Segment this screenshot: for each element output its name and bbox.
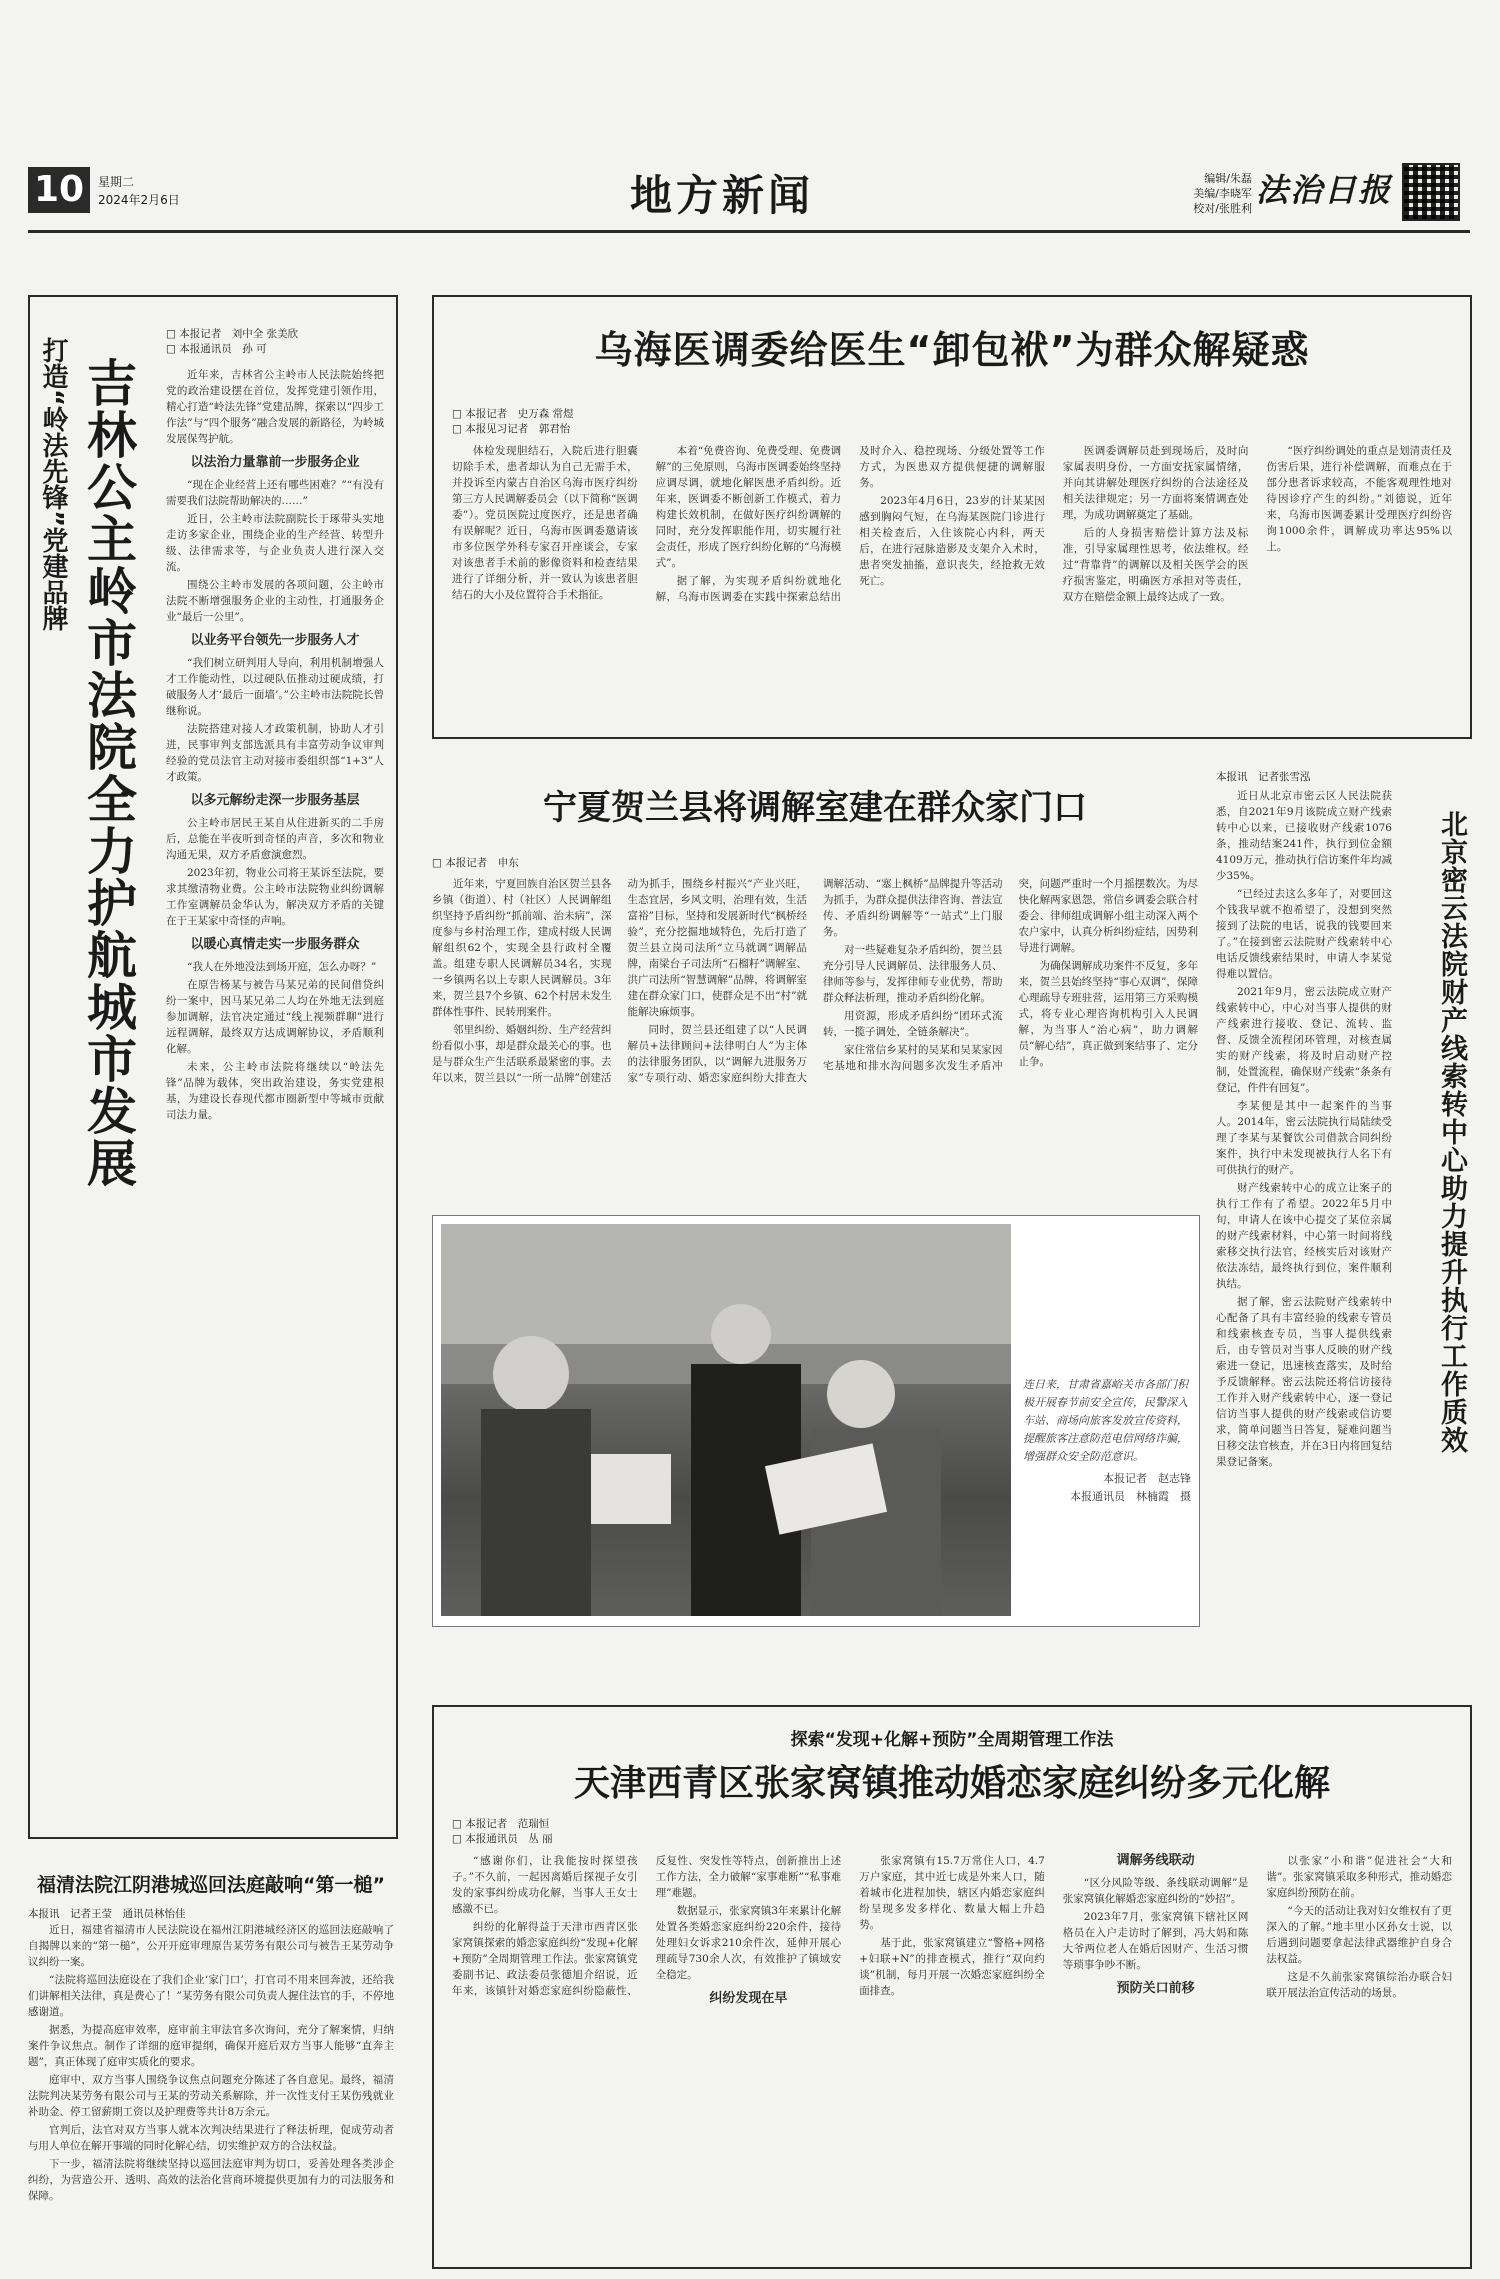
article-ningxia [432,770,1198,1200]
section-heading: 纠纷发现在早 [709,1991,788,2006]
article-jilin-body: 近年来，吉林省公主岭市人民法院始终把党的政治建设摆在首位，发挥党建引领作用，精心打造“岭法先锋”党建品牌，探索以“四步工作法”与“四个服务”融合发展的新路径，为岭城发展保驾护航。 以法治力量靠前一步服务企业 “现在企业经营上还有哪些困难？”“有没有需要我们法院帮助解决的……” 近日，公主岭市法院副院长于琢带头实地走访多家企业，围绕企业的生产经营、转型升级、法律需求等，与企业负责人进行深入交流。 围绕公主岭市发展的各项问题，公主岭市法院不断增强服务企业的主动性，打通服务企业“最后一公里”。 以业务平台领先一步服务人才 “我们树立研判用人导向，利用机制增强人才工作能动性，以过硬队伍推动过硬成绩，打破服务人才‘最后一面墙’。”公主岭市法院院长曾继称说。 法院搭建对接人才政策机制，协助人才引进，民事审判支部选派具有丰富劳动争议审判经验的党员法官主动对接市委组织部“1+3”人才政策。 以多元解纷走深一步服务基层 公主岭市居民王某自从住进新买的二手房后，总能在半夜听到奇怪的声音，多次和物业沟通无果，双方矛盾愈演愈烈。 2023年初，物业公司将王某诉至法院，要求其缴清物业费。公主岭市法院物业纠纷调解工作室调解员金华认为，解决双方矛盾的关键在于王某家中奇怪的声响。 以暖心真情走实一步服务群众 “我人在外地没法到场开庭，怎么办呀？” 在原告杨某与被告马某兄弟的民间借贷纠纷一案中，因马某兄弟二人均在外地无法到庭参加调解，法官决定通过“线上视频群聊”进行远程调解，最终双方达成调解协议，矛盾顺利化解。 未来，公主岭市法院将继续以“岭法先锋”品牌为载体，突出政治建设，务实党建根基，为建设长春现代都市圈新型中等城市贡献司法力量。 [166,369,384,1121]
article-fuqing-byline: 本报讯 记者王莹 通讯员林怡佳 [28,1908,186,1920]
section-heading: 以业务平台领先一步服务人才 [190,633,360,648]
article-tianjin-body: “感谢你们，让我能按时探望孩子。”不久前，一起因离婚后探视子女引发的家事纠纷成功化解，当事人王女士感激不已。 纠纷的化解得益于天津市西青区张家窝镇探索的婚恋家庭纠纷“发现+化解+预防”全周期管理工作法。张家窝镇党委副书记、政法委员张德旭介绍说，近年来，该镇针对婚恋家庭纠纷隐蔽性、反复性、突发性等特点，创新推出上述工作方法，全力破解“家事难断”“私事难理”难题。 数据显示，张家窝镇3年来累计化解处置各类婚恋家庭纠纷220余件，接待处理妇女诉求210余件次，延伸开展心理疏导730余人次，有效推护了镇域安全稳定。 纠纷发现在早 张家窝镇有15.7万常住人口，4.7万户家庭，其中近七成是外来人口，随着城市化进程加快，辖区内婚恋家庭纠纷呈现多发多样化、数量大幅上升趋势。 基于此，张家窝镇建立“警格+网格+妇联+N”的排查模式，推行“双向约谈”机制，每月开展一次婚恋家庭纠纷全面排查。 调解务线联动 “区分风险等级、条线联动调解”是张家窝镇化解婚恋家庭纠纷的“妙招”。 2023年7月，张家窝镇下辖社区网格员在入户走访时了解到，冯大妈和陈大爷两位老人在婚后因财产、生活习惯等琐事争吵不断。 预防关口前移 以张家“小和谐”促进社会“大和谐”。张家窝镇采取多种形式，推动婚恋家庭纠纷预防在前。 “今天的活动让我对妇女维权有了更深入的了解。”地丰里小区孙女士说，以后遇到问题要拿起法律武器维护自身合法权益。 这是不久前张家窝镇综治办联合妇联开展法治宣传活动的场景。 [452,1853,1452,2006]
photo-credit: 本报记者 赵志锋 本报通讯员 林楠霞 摄 [1070,1472,1191,1503]
editor-credits [1160,171,1252,216]
article-jilin-title: 吉林公主岭市法院全力护航城市发展 [79,357,137,1189]
article-ningxia-title: 宁夏贺兰县将调解室建在群众家门口 [543,788,1087,828]
article-wuhai [432,295,1472,739]
article-jilin-subtitle: 打造“岭法先锋”党建品牌 [38,337,68,632]
photo-caption-text: 连日来，甘肃省嘉峪关市各部门积极开展春节前安全宣传，民警深入车站、商场向旅客发放宣传资料，提醒旅客注意防范电信网络诈骗，增强群众安全防范意识。 [1023,1378,1188,1463]
qr-code[interactable] [1402,163,1460,221]
article-miyun [1216,770,1468,1670]
paper-name: 法治日报 [1256,171,1393,209]
credit-proofreader: 校对/张胜利 [1193,202,1252,215]
section-title: 地方新闻 [630,171,815,220]
article-ningxia-byline: □ 本报记者 申东 [432,857,519,869]
article-jilin [28,295,398,1839]
page-number: 10 [28,167,90,213]
article-fuqing-title: 福清法院江阴港城巡回法庭敲响“第一槌” [37,1874,385,1896]
section-heading: 预防关口前移 [1116,1981,1195,1996]
section-heading: 调解务线联动 [1116,1853,1195,1868]
article-jilin-byline: □ 本报记者 刘中全 张美欣 □ 本报通讯员 孙 可 [166,328,299,355]
article-jilin-intro: 近年来，吉林省公主岭市人民法院始终把党的政治建设摆在首位，发挥党建引领作用，精心打造“岭法先锋”党建品牌，探索以“四步工作法”与“四个服务”融合发展的新路径，为岭城发展保驾护航。 [166,369,384,445]
credit-editor: 编辑/朱磊 [1204,172,1252,185]
section-heading: 以多元解纷走深一步服务基层 [190,793,360,808]
section-heading: 以法治力量靠前一步服务企业 [190,455,360,470]
photo-caption [1023,1376,1191,1506]
credit-designer: 美编/李晓军 [1193,187,1252,200]
issue-date: 2024年2月6日 [98,193,180,207]
article-ningxia-body: 近年来，宁夏回族自治区贺兰县各乡镇（街道）、村（社区）人民调解组织坚持予盾纠纷“抓前端、治未病”，深度参与乡村治理工作，建成村级人民调解组织62个，实现全县行政村全覆盖。组建专职人民调解员34名，实现一乡镇两名以上专职人民调解员。3年来，贺兰县7个乡镇、62个村居未发生群体性事件、民转刑案件。 邻里纠纷、婚姻纠纷、生产经营纠纷看似小事，却是群众最关心的事。也是与群众生产生活联系最紧密的事。去年以来，贺兰县以“一所一品牌”创建活动为抓手，围绕乡村振兴“产业兴旺，生态宜居，乡风文明，治理有效，生活富裕”目标，坚持和发展新时代“枫桥经验”，充分挖掘地域特色，先后打造了贺兰县立岗司法所“立马就调”调解品牌，南梁台子司法所“石榴籽”调解室、洪广司法所“智慧调解”品牌，将调解室建在群众家门口，使群众足不出“村”就能解决麻烦事。 同时，贺兰县还组建了以“人民调解员+法律顾问+法律明白人”为主体的法律服务团队，以“调解九进服务万家”专项行动、婚恋家庭纠纷大排查大调解活动、“塞上枫桥”品牌提升等活动为抓手，为群众提供法律咨询、普法宣传、矛盾纠纷调解等“一站式”上门服务。 对一些疑难复杂矛盾纠纷，贺兰县充分引导人民调解员、法律服务人员、律师等参与，发挥律师专业优势，帮助群众释法析理，推动矛盾纠纷化解。 用资源，形成矛盾纠纷“团环式流转，一揽子调处，全链条解决”。 家住常信乡某村的吴某和吴某家因宅基地和排水沟问题多次发生矛盾冲突，问题严重时一个月摇摆数次。为尽快化解两家恩怨，常信乡调委会联合村委会、律师组成调解小组主动深入两个农户家中，认真分析纠纷症结，因势利导进行调解。 为确保调解成功案件不反复，多年来，贺兰县始终坚持“事心双调”，保障心理疏导专班驻营，运用第三方采购模式，将专业心理咨询机构引入人民调解，为当事人“治心病”，助力调解员“解心结”，真正做到案结事了、定分止争。 [432,878,1198,1084]
article-wuhai-byline: □ 本报记者 史万森 常煜 □ 本报见习记者 郭君怡 [452,408,574,435]
article-wuhai-body: 体检发现胆结石，入院后进行胆囊切除手术，患者却认为自己无需手术，并投诉至内蒙古自治区乌海市医疗纠纷第三方人民调解委员会（以下简称“医调委”）。党员医院过度医疗，还是患者确有误解呢？近日，乌海市医调委邀请该市多位医学外科专家召开座谈会，专家对该患者手术前的影像资料和检查结果进行了详细分析，并一致认为该患者胆结石的大小及位置符合手术指征。 本着“免费咨询、免费受理、免费调解”的三免原则，乌海市医调委始终坚持应调尽调，就地化解医患矛盾纠纷。近年来，医调委不断创新工作模式，着力构建长效机制，在做好医疗纠纷调解的同时，充分发挥职能作用，切实履行社会责任，形成了医疗纠纷化解的“乌海模式”。 据了解，为实现矛盾纠纷就地化解，乌海市医调委在实践中探索总结出及时介入、稳控现场、分级处置等工作方式，为医患双方提供便捷的调解服务。 2023年4月6日，23岁的计某某因感到胸闷气短，在乌海某医院门诊进行相关检查后，入住该院心内科，两天后，在进行冠脉造影及支架介入术时，患者突发抽搐，意识丧失，经抢救无效死亡。 医调委调解员赴到现场后，及时向家属表明身份，一方面安抚家属情绪，并向其讲解处理医疗纠纷的合法途径及相关法律规定；另一方面将案情调查处理，为成功调解奠定了基础。 后的人身损害赔偿计算方法及标准，引导家属理性思考，依法维权。经过“背靠背”的调解以及相关医学会的医疗损害鉴定，明确医方承担对等责任，双方在赔偿金额上最终达成了一致。 “医疗纠纷调处的重点是划清责任及伤害后果，进行补偿调解，而难点在于部分患者诉求较高，不能客观理性地对待因诊疗产生的纠纷。”刘德说，近年来，乌海市医调委累计受理医疗纠纷咨询1000余件，调解成功率达95%以上。 [452,445,1452,603]
article-tianjin [432,1705,1472,2269]
weekday: 星期二 [98,175,135,189]
news-photo [432,1215,1200,1627]
photo-scene [441,1224,1011,1616]
page-header [0,155,1500,225]
article-tianjin-byline: □ 本报记者 范瑞恒 □ 本报通讯员 丛 丽 [452,1818,553,1845]
photo-image [441,1224,1011,1616]
article-tianjin-subtitle: 探索“发现+化解+预防”全周期管理工作法 [790,1730,1114,1750]
article-wuhai-title: 乌海医调委给医生“卸包袱”为群众解疑惑 [594,328,1310,372]
article-miyun-title: 北京密云法院财产线索转中心助力提升执行工作质效 [1436,810,1467,1454]
section-heading: 以暖心真情走实一步服务群众 [190,937,360,952]
article-tianjin-title: 天津西青区张家窝镇推动婚恋家庭纠纷多元化解 [573,1763,1330,1804]
article-miyun-body: 近日从北京市密云区人民法院获悉，自2021年9月该院成立财产线索转中心以来，已接收财产线索1076条，推动结案241件，执行到位金额4109万元，推动执行信访案件年均减少35%。 “已经过去这么多年了，对要回这个钱我早就不抱希望了，没想到突然接到了法院的电话，说我的钱要回来了。”在接到密云法院财产线索转中心电话反馈线索结果时，申请人李某觉得难以置信。 2021年9月，密云法院成立财产线索转中心，中心对当事人提供的财产线索进行接收、登记、流转、监督、反馈全流程闭环管理，对核查属实的财产线索，将及时启动财产控制，处置流程，确保财产线索“条条有登记，件件有回复”。 李某便是其中一起案件的当事人。2014年，密云法院执行局陆续受理了李某与某餐饮公司借款合同纠纷案件，执行中未发现被执行人名下有可供执行的财产。 财产线索转中心的成立让案子的执行工作有了希望。2022年5月中旬，申请人在该中心提交了某位亲属的财产线索材料，中心第一时间将线索移交执行法官，经核实后对该财产依法冻结，最终执行到位，案件顺利执结。 据了解，密云法院财产线索转中心配备了具有丰富经验的线索专管员和线索核查专员，当事人提供线索后，由专管员对当事人反映的财产线索进一登记，迅速核查落实，及时给予反馈解释。密云法院还将信访接待工作并入财产线索转中心，逐一登记信访当事人提供的财产线索或信访要求，简单问题当日答复，疑难问题当日移交法官核查，并在3日内将回复结果登记备案。 [1216,790,1392,1468]
article-miyun-byline: 本报讯 记者张雪泓 [1216,771,1311,783]
header-rule [28,230,1470,233]
article-fuqing-body: 近日，福建省福清市人民法院设在福州江阴港城经济区的巡回法庭敲响了自揭牌以来的“第一槌”，公开开庭审理原告某劳务有限公司与被告王某劳动争议纠纷一案。 “法院将巡回法庭设在了我们企业‘家门口’，打官司不用来回奔波，还给我们讲解相关法律，真是费心了！”某劳务有限公司负责人握住法官的手，不停地感谢道。 据悉，为提高庭审效率，庭审前主审法官多次询问，充分了解案情，归纳案件争议焦点。制作了详细的庭审提纲，确保开庭后双方当事人能够“直奔主题”，真正体现了庭审实质化的要求。 庭审中，双方当事人围绕争议焦点问题充分陈述了各自意见。最终，福清法院判决某劳务有限公司与王某的劳动关系解除，并一次性支付王某伤残就业补助金、停工留薪期工资以及护理费等共计8万余元。 官判后，法官对双方当事人就本次判决结果进行了释法析理，促成劳动者与用人单位在解开事端的同时化解心结，切实维护双方的合法权益。 下一步，福清法院将继续坚持以巡回法庭审判为切口，妥善处理各类涉企纠纷，为营造公开、透明、高效的法治化营商环境提供更加有力的司法服务和保障。 [28,1924,394,2202]
article-fuqing [28,1870,394,2270]
